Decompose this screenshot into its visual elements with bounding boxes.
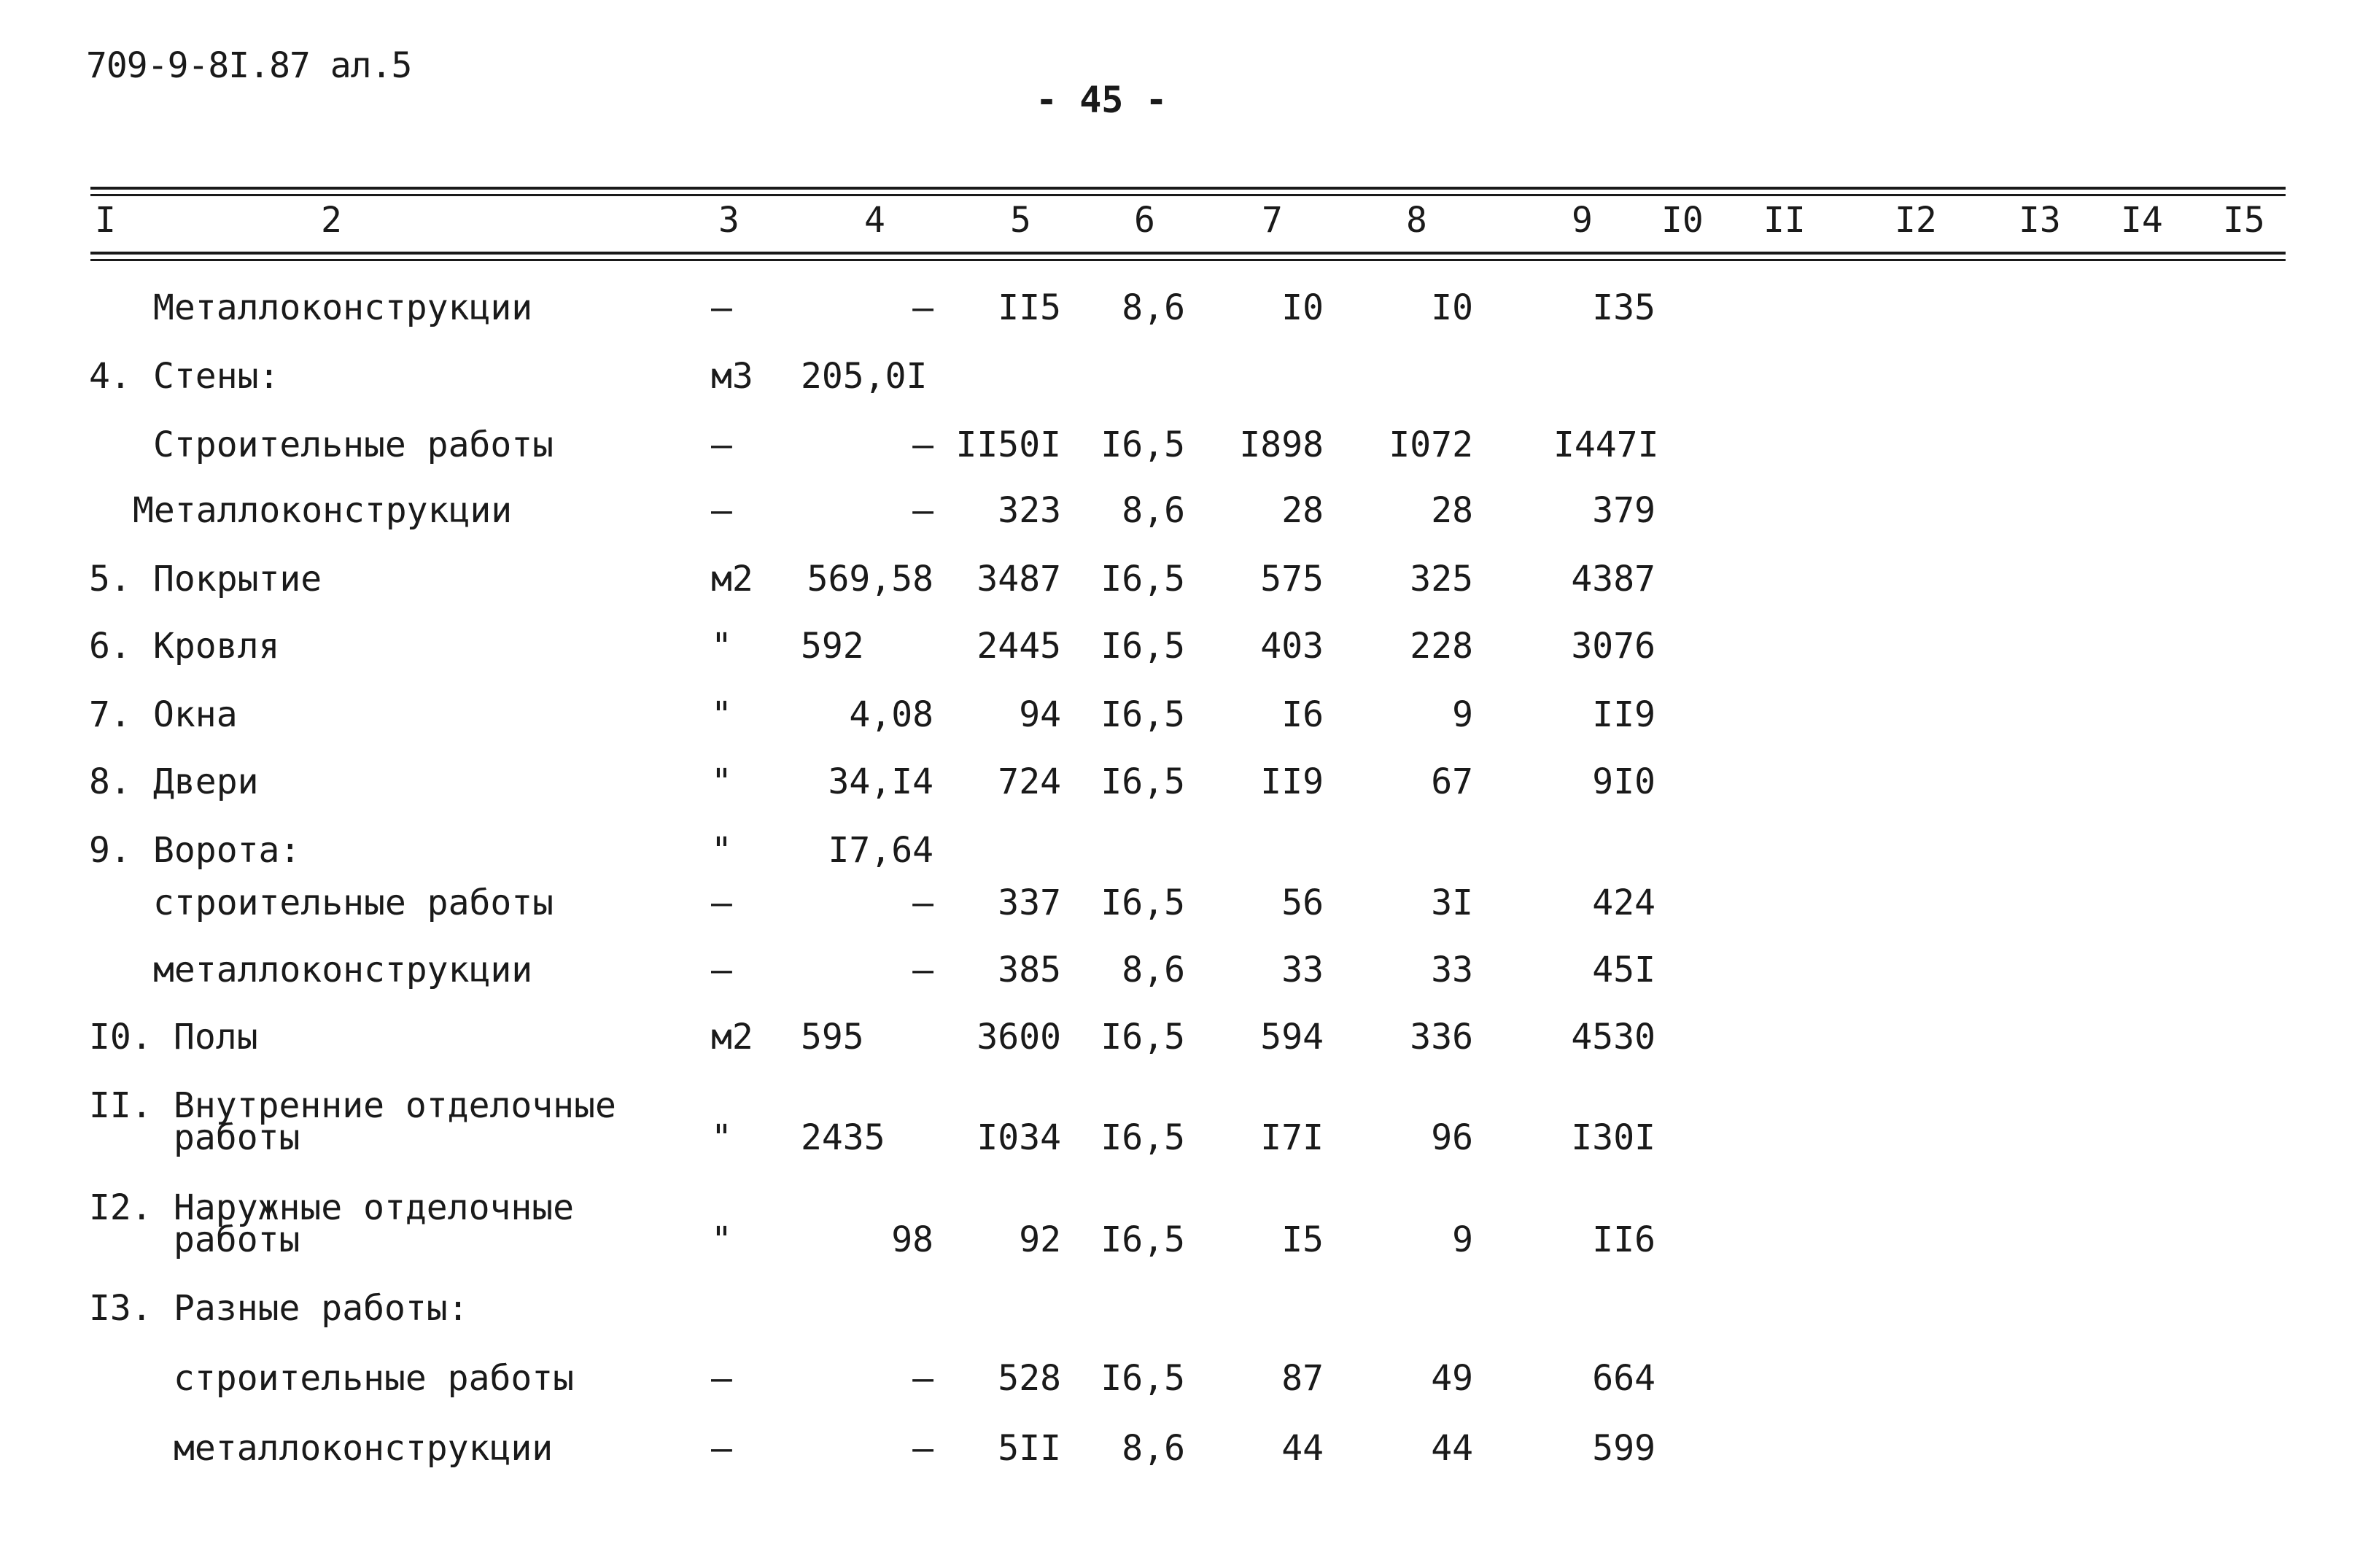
cell-col9: 4530 — [1571, 1017, 1655, 1057]
cell-col7: 44 — [1281, 1428, 1324, 1469]
cell-col6: 8,6 — [1122, 287, 1185, 328]
cell-col8: 49 — [1431, 1358, 1473, 1399]
cell-quantity: – — [912, 1358, 933, 1399]
cell-col6: I6,5 — [1100, 761, 1185, 802]
cell-col9: 45I — [1592, 950, 1655, 990]
cell-col8: 67 — [1431, 761, 1473, 802]
row-name: Металлоконструкции — [133, 490, 513, 531]
row-name: Стены: — [153, 356, 280, 397]
cell-col9: 4387 — [1571, 559, 1655, 599]
cell-quantity: – — [912, 950, 933, 990]
cell-unit: " — [711, 694, 732, 735]
row-number: 5. — [89, 559, 131, 599]
row-number: I0. — [89, 1017, 152, 1057]
row-number: 7. — [89, 694, 131, 735]
cell-col5: 528 — [998, 1358, 1061, 1399]
row-number: I3. — [89, 1288, 152, 1329]
cell-quantity: 205,0I — [801, 356, 928, 397]
row-name: Полы — [174, 1017, 258, 1057]
cell-col9: I35 — [1592, 287, 1655, 328]
row-name: Строительные работы — [153, 424, 554, 465]
column-header: 2 — [321, 200, 342, 241]
row-name-continuation: работы — [174, 1219, 300, 1260]
cell-col8: 28 — [1431, 490, 1473, 531]
cell-unit: " — [711, 1219, 732, 1260]
cell-col5: 323 — [998, 490, 1061, 531]
cell-col7: II9 — [1260, 761, 1324, 802]
table-header-rule — [90, 259, 2286, 261]
cell-col7: 56 — [1281, 882, 1324, 923]
column-header: I4 — [2121, 200, 2163, 241]
cell-col8: 96 — [1431, 1117, 1473, 1158]
cell-quantity: 98 — [891, 1219, 933, 1260]
column-header: 7 — [1262, 200, 1283, 241]
cell-unit: – — [711, 1358, 732, 1399]
cell-col5: 724 — [998, 761, 1061, 802]
cell-col5: II5 — [998, 287, 1061, 328]
cell-col8: 3I — [1431, 882, 1473, 923]
row-name: Внутренние отделочные — [174, 1085, 616, 1126]
column-header: I0 — [1661, 200, 1704, 241]
row-name: Разные работы: — [174, 1288, 469, 1329]
row-name: Металлоконструкции — [153, 287, 533, 328]
row-number: 8. — [89, 761, 131, 802]
document-code: 709-9-8I.87 ал.5 — [86, 45, 412, 86]
row-name: Ворота: — [153, 830, 301, 871]
cell-col5: 92 — [1019, 1219, 1061, 1260]
cell-col8: 228 — [1410, 626, 1473, 667]
cell-quantity: – — [912, 424, 933, 465]
column-header: I — [95, 200, 116, 241]
cell-col6: I6,5 — [1100, 1017, 1185, 1057]
cell-col8: 325 — [1410, 559, 1473, 599]
cell-unit: – — [711, 490, 732, 531]
cell-col8: 9 — [1452, 1219, 1473, 1260]
page-number: - 45 - — [1036, 79, 1168, 121]
row-name: металлоконструкции — [153, 950, 533, 990]
cell-unit: " — [711, 1117, 732, 1158]
cell-quantity: – — [912, 287, 933, 328]
cell-col8: 336 — [1410, 1017, 1473, 1057]
row-number: 4. — [89, 356, 131, 397]
row-number: 6. — [89, 626, 131, 667]
cell-col6: I6,5 — [1100, 882, 1185, 923]
cell-col9: I447I — [1553, 424, 1659, 465]
cell-quantity: 2435 — [801, 1117, 885, 1158]
cell-col9: 664 — [1592, 1358, 1655, 1399]
cell-col5: I034 — [977, 1117, 1061, 1158]
cell-col5: 2445 — [977, 626, 1061, 667]
cell-unit: м2 — [711, 559, 753, 599]
cell-col7: I6 — [1281, 694, 1324, 735]
row-name-continuation: работы — [174, 1117, 300, 1158]
row-name: Наружные отделочные — [174, 1187, 575, 1228]
column-header: I5 — [2223, 200, 2265, 241]
row-name: строительные работы — [174, 1358, 575, 1399]
cell-col9: I30I — [1571, 1117, 1655, 1158]
cell-unit: м3 — [711, 356, 753, 397]
column-header: 8 — [1406, 200, 1427, 241]
cell-unit: " — [711, 830, 732, 871]
cell-col5: 3600 — [977, 1017, 1061, 1057]
cell-col8: 44 — [1431, 1428, 1473, 1469]
cell-unit: – — [711, 950, 732, 990]
column-header: 5 — [1010, 200, 1031, 241]
table-top-rule — [90, 187, 2286, 190]
column-header: 6 — [1134, 200, 1155, 241]
cell-quantity: I7,64 — [828, 830, 933, 871]
column-header: I2 — [1895, 200, 1937, 241]
column-header: 3 — [718, 200, 739, 241]
cell-quantity: 592 — [801, 626, 864, 667]
cell-col6: I6,5 — [1100, 1358, 1185, 1399]
cell-col9: 424 — [1592, 882, 1655, 923]
cell-unit: м2 — [711, 1017, 753, 1057]
cell-col7: 594 — [1260, 1017, 1324, 1057]
cell-col7: I898 — [1239, 424, 1324, 465]
row-name: металлоконструкции — [174, 1428, 554, 1469]
cell-unit: – — [711, 424, 732, 465]
row-name: Окна — [153, 694, 238, 735]
cell-col8: 33 — [1431, 950, 1473, 990]
cell-col5: 5II — [998, 1428, 1061, 1469]
cell-col6: 8,6 — [1122, 1428, 1185, 1469]
cell-col9: II9 — [1592, 694, 1655, 735]
cell-unit: " — [711, 626, 732, 667]
row-number: 9. — [89, 830, 131, 871]
cell-col9: 599 — [1592, 1428, 1655, 1469]
cell-unit: " — [711, 761, 732, 802]
column-header: II — [1763, 200, 1806, 241]
cell-col6: 8,6 — [1122, 950, 1185, 990]
row-name: Кровля — [153, 626, 280, 667]
cell-col9: II6 — [1592, 1219, 1655, 1260]
cell-col6: I6,5 — [1100, 1117, 1185, 1158]
cell-quantity: 569,58 — [807, 559, 933, 599]
cell-quantity: – — [912, 882, 933, 923]
cell-quantity: – — [912, 1428, 933, 1469]
cell-col5: 337 — [998, 882, 1061, 923]
row-name: строительные работы — [153, 882, 554, 923]
cell-col6: 8,6 — [1122, 490, 1185, 531]
cell-col6: I6,5 — [1100, 1219, 1185, 1260]
cell-col7: I5 — [1281, 1219, 1324, 1260]
cell-col6: I6,5 — [1100, 559, 1185, 599]
cell-col7: 28 — [1281, 490, 1324, 531]
cell-col7: 33 — [1281, 950, 1324, 990]
cell-quantity: 34,I4 — [828, 761, 933, 802]
cell-col6: I6,5 — [1100, 626, 1185, 667]
cell-col7: I7I — [1260, 1117, 1324, 1158]
cell-col8: 9 — [1452, 694, 1473, 735]
row-number: I2. — [89, 1187, 152, 1228]
column-header: I3 — [2019, 200, 2061, 241]
cell-quantity: 4,08 — [849, 694, 933, 735]
cell-col7: 87 — [1281, 1358, 1324, 1399]
cell-col9: 379 — [1592, 490, 1655, 531]
cell-col6: I6,5 — [1100, 694, 1185, 735]
cell-col5: 3487 — [977, 559, 1061, 599]
column-header: 4 — [864, 200, 885, 241]
cell-col5: 385 — [998, 950, 1061, 990]
row-number: II. — [89, 1085, 152, 1126]
cell-unit: – — [711, 287, 732, 328]
cell-quantity: 595 — [801, 1017, 864, 1057]
column-header: 9 — [1572, 200, 1593, 241]
cell-col8: I072 — [1389, 424, 1473, 465]
cell-col7: 403 — [1260, 626, 1324, 667]
cell-col5: II50I — [955, 424, 1061, 465]
cell-col8: I0 — [1431, 287, 1473, 328]
cell-col5: 94 — [1019, 694, 1061, 735]
cell-col7: I0 — [1281, 287, 1324, 328]
cell-unit: – — [711, 882, 732, 923]
cell-col9: 9I0 — [1592, 761, 1655, 802]
cell-quantity: – — [912, 490, 933, 531]
row-name: Покрытие — [153, 559, 322, 599]
table-top-rule — [90, 194, 2286, 196]
cell-col6: I6,5 — [1100, 424, 1185, 465]
cell-unit: – — [711, 1428, 732, 1469]
cell-col9: 3076 — [1571, 626, 1655, 667]
table-header-rule — [90, 252, 2286, 255]
row-name: Двери — [153, 761, 259, 802]
cell-col7: 575 — [1260, 559, 1324, 599]
